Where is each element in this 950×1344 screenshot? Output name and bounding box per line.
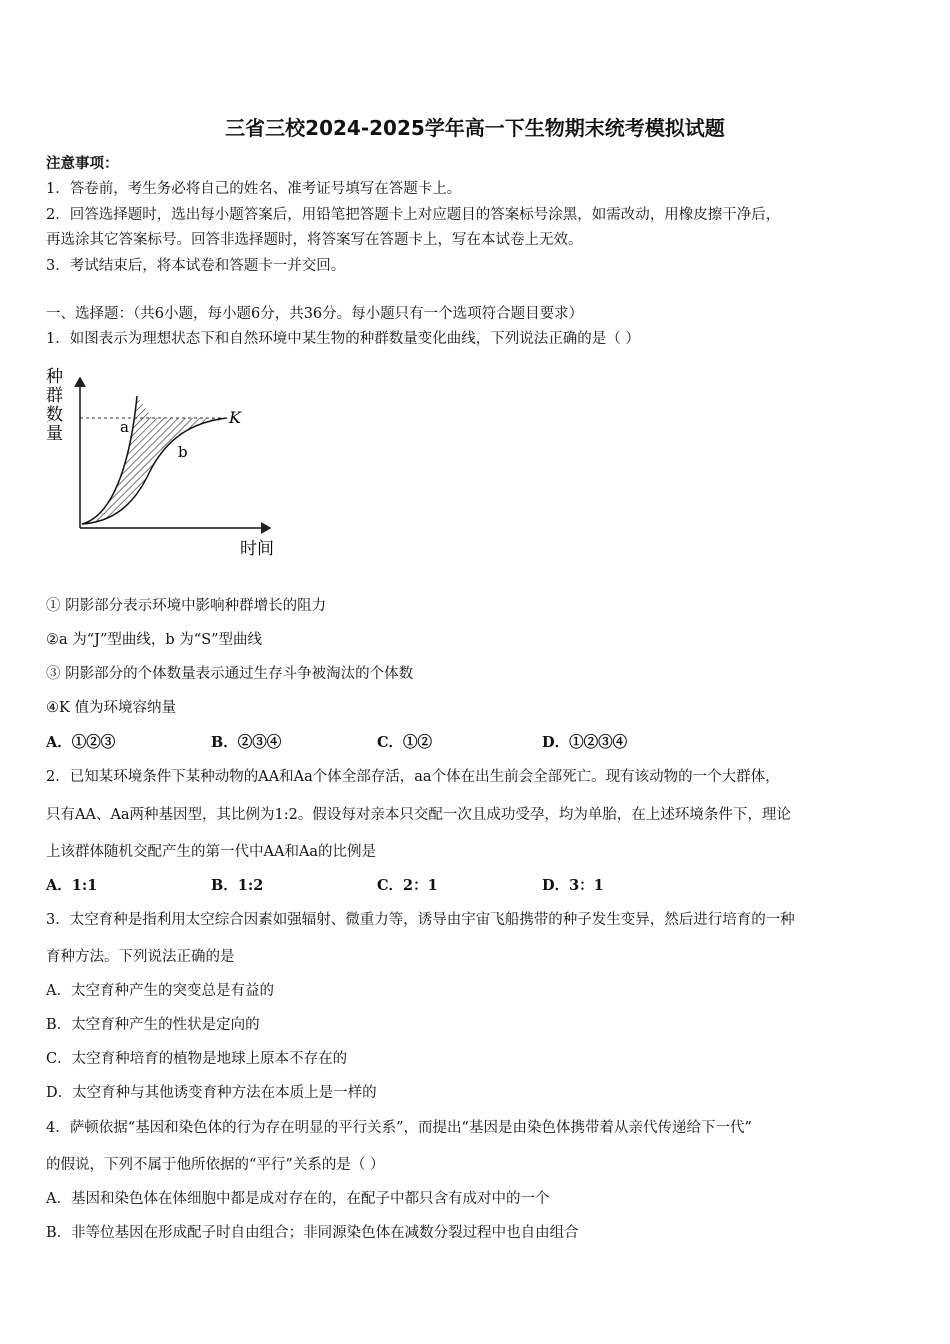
k-label: K xyxy=(229,408,241,427)
page-title: 三省三校2024-2025学年高一下生物期末统考模拟试题 xyxy=(225,116,725,140)
q2-option-b: B．1:2 xyxy=(211,877,264,894)
curve-a-label: a xyxy=(120,418,129,436)
y-axis-label: 群 xyxy=(46,386,63,406)
q4-stem-line: 4．萨顿依据“基因和染色体的行为存在明显的平行关系”，而提出“基因是由染色体携带着从亲代传递给下一代” xyxy=(46,1120,752,1136)
y-axis-label: 量 xyxy=(46,424,63,444)
q3-stem-line: 3．太空育种是指利用太空综合因素如强辐射、微重力等，诱导由宇宙飞船携带的种子发生变异，然后进行培育的一种 xyxy=(46,912,795,928)
q1-statement: ④K 值为环境容纳量 xyxy=(46,700,176,716)
q3-option-a: A．太空育种产生的突变总是有益的 xyxy=(46,983,274,999)
q1-option-a: A．①②③ xyxy=(46,734,116,751)
q2-option-d: D．3：1 xyxy=(542,877,604,894)
notice-item: 2．回答选择题时，选出每小题答案后，用铅笔把答题卡上对应题目的答案标号涂黑，如需改动，用橡皮擦干净后， xyxy=(46,207,781,223)
q4-stem-line: 的假说，下列不属于他所依据的“平行”关系的是（ ） xyxy=(46,1157,385,1173)
notice-item: 3．考试结束后，将本试卷和答题卡一并交回。 xyxy=(46,258,346,274)
q2-stem-line: 上该群体随机交配产生的第一代中AA和Aa的比例是 xyxy=(46,844,377,860)
q2-stem-line: 只有AA、Aa两种基因型，其比例为1:2。假设每对亲本只交配一次且成功受孕，均为单胎，在上述环境条件下，理论 xyxy=(46,807,791,823)
x-axis-label: 时间 xyxy=(240,539,274,559)
notice-item: 1．答卷前，考生务必将自己的姓名、准考证号填写在答题卡上。 xyxy=(46,181,462,197)
q2-option-a: A．1:1 xyxy=(46,877,98,894)
q2-stem-line: 2．已知某环境条件下某种动物的AA和Aa个体全部存活，aa个体在出生前会全部死亡。现有该动物的一个大群体， xyxy=(46,769,780,785)
notice-heading: 注意事项： xyxy=(46,155,119,172)
q1-option-c: C．①② xyxy=(377,734,433,751)
section-heading: 一、选择题：（共6小题，每小题6分，共36分。每小题只有一个选项符合题目要求） xyxy=(46,306,584,322)
q4-option-b: B．非等位基因在形成配子时自由组合；非同源染色体在减数分裂过程中也自由组合 xyxy=(46,1225,579,1241)
q2-option-c: C．2：1 xyxy=(377,877,438,894)
resistance-shaded-area xyxy=(82,396,222,524)
q3-stem-line: 育种方法。下列说法正确的是 xyxy=(46,949,235,965)
y-axis-label: 种 xyxy=(46,367,63,387)
y-axis-label: 数 xyxy=(46,405,63,425)
q3-option-c: C．太空育种培育的植物是地球上原本不存在的 xyxy=(46,1051,348,1067)
q1-option-d: D．①②③④ xyxy=(542,734,628,751)
q1-option-b: B．②③④ xyxy=(211,734,282,751)
q1-statement: ① 阴影部分表示环境中影响种群增长的阻力 xyxy=(46,598,327,614)
q1-stem: 1．如图表示为理想状态下和自然环境中某生物的种群数量变化曲线，下列说法正确的是（ ） xyxy=(46,331,640,347)
q1-statement: ③ 阴影部分的个体数量表示通过生存斗争被淘汰的个体数 xyxy=(46,666,414,682)
population-growth-figure xyxy=(42,356,292,566)
q3-option-d: D．太空育种与其他诱变育种方法在本质上是一样的 xyxy=(46,1085,377,1101)
q3-option-b: B．太空育种产生的性状是定向的 xyxy=(46,1017,260,1033)
q4-option-a: A．基因和染色体在体细胞中都是成对存在的，在配子中都只含有成对中的一个 xyxy=(46,1191,550,1207)
curve-b-label: b xyxy=(178,443,188,461)
notice-item: 再选涂其它答案标号。回答非选择题时，将答案写在答题卡上，写在本试卷上无效。 xyxy=(46,232,583,248)
q1-statement: ②a 为“J”型曲线，b 为“S”型曲线 xyxy=(46,632,263,648)
